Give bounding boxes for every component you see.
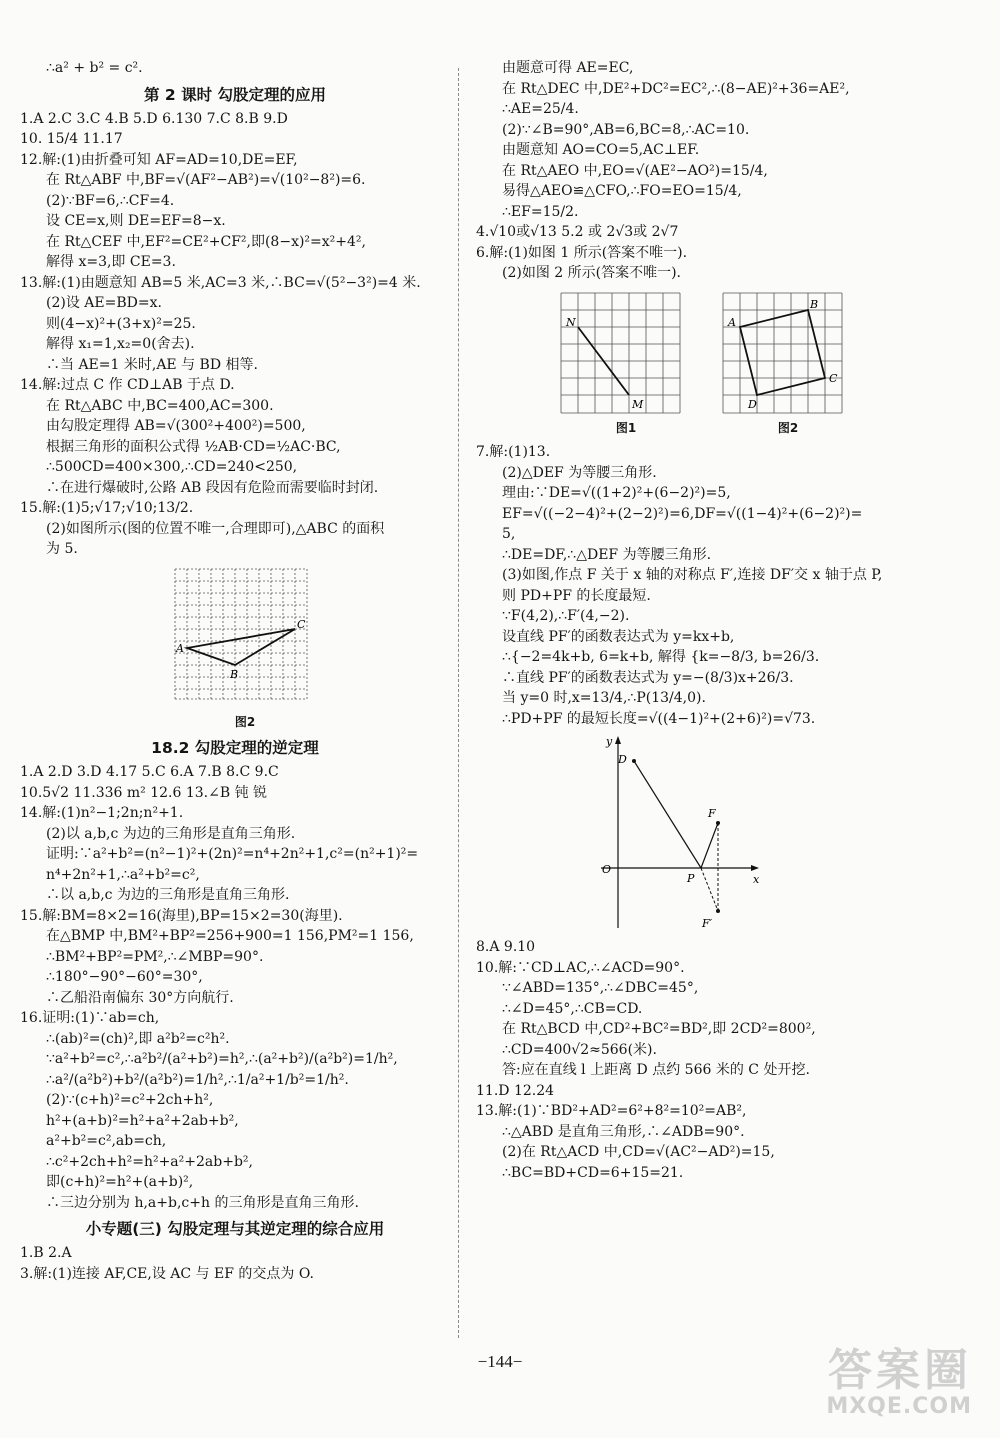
- label-c: C: [829, 371, 838, 385]
- label-a: A: [176, 641, 184, 655]
- answer-line: 5,: [502, 526, 516, 542]
- label-d: D: [748, 397, 757, 411]
- answer-line: 16.证明:(1)∵ab=ch,: [20, 1010, 160, 1026]
- answer-line: 解得 x₁=1,x₂=0(舍去).: [46, 336, 195, 352]
- answer-line: 设 CE=x,则 DE=EF=8−x.: [46, 213, 226, 229]
- watermark-text: 答案圈: [828, 1345, 972, 1396]
- answer-line: 3.解:(1)连接 AF,CE,设 AC 与 EF 的交点为 O.: [20, 1265, 314, 1282]
- answer-line: 7.解:(1)13.: [476, 444, 551, 460]
- figure-2-caption: 图2: [777, 420, 799, 435]
- label-b: B: [230, 667, 239, 681]
- point-f-label: F: [708, 807, 716, 820]
- section-heading: 18.2 勾股定理的逆定理: [151, 739, 319, 757]
- label-m: M: [632, 397, 644, 411]
- watermark-url: MXQE.COM: [826, 1394, 972, 1419]
- answer-line: ∴(ab)²=(ch)²,即 a²b²=c²h².: [46, 1030, 230, 1047]
- x-axis-label: x: [753, 873, 760, 886]
- answer-line: (2)以 a,b,c 为边的三角形是直角三角形.: [46, 825, 296, 842]
- section-heading: 小专题(三) 勾股定理与其逆定理的综合应用: [85, 1220, 385, 1238]
- answer-line: ∴乙船沿南偏东 30°方向航行.: [46, 989, 234, 1006]
- answer-line: ∴AE=25/4.: [502, 101, 579, 117]
- left-text-block-2: [20, 738, 450, 1284]
- grid-figure-triangle-abc: [170, 564, 450, 733]
- label-b: B: [810, 297, 819, 311]
- answer-line: 易得△AEO≌△CFO,∴FO=EO=15/4,: [502, 183, 742, 199]
- answer-line: 13.解:(1)∵BD²+AD²=6²+8²=10²=AB²,: [476, 1103, 747, 1119]
- answer-line: (2)∵BF=6,∴CF=4.: [46, 192, 175, 209]
- coordinate-figure: [596, 733, 976, 933]
- answer-line: ∵a²+b²=c²,∴a²b²/(a²+b²)=h²,∴(a²+b²)/(a²b²)=1/h²,: [46, 1051, 398, 1067]
- right-text-block-1: [476, 58, 976, 284]
- answer-line: 在 Rt△DEC 中,DE²+DC²=EC²,∴(8−AE)²+36=AE²,: [502, 80, 850, 97]
- answer-line: ∴180°−90°−60°=30°,: [46, 969, 203, 985]
- answer-line: 证明:∵a²+b²=(n²−1)²+(2n)²=n⁴+2n²+1,c²=(n²+1)²=: [46, 846, 419, 862]
- answer-line: 则 PD+PF 的长度最短.: [502, 587, 651, 604]
- answer-line: (2)设 AE=BD=x.: [46, 295, 162, 311]
- answer-line: 由勾股定理得 AB=√(300²+400²)=500,: [46, 418, 306, 434]
- answer-line: 为 5.: [46, 541, 78, 557]
- answer-line: (2)△DEF 为等腰三角形.: [502, 464, 657, 481]
- answer-line: ∴PD+PF 的最短长度=√((4−1)²+(2+6)²)=√73.: [502, 710, 816, 727]
- answer-line: ∴DE=DF,∴△DEF 为等腰三角形.: [502, 546, 712, 563]
- column-divider: [458, 68, 459, 1338]
- answer-line: ∴BM²+BP²=PM²,∴∠MBP=90°.: [46, 948, 264, 965]
- answer-line: 在 Rt△AEO 中,EO=√(AE²−AO²)=15/4,: [502, 162, 768, 179]
- grid-figure-2: [718, 288, 858, 439]
- answer-line: 即(c+h)²=h²+(a+b)²,: [46, 1174, 194, 1190]
- answer-line: 答:应在直线 l 上距离 D 点约 566 米的 C 处开挖.: [502, 1062, 810, 1078]
- answer-line: 则(4−x)²+(3+x)²=25.: [46, 315, 196, 332]
- answer-line: 当 y=0 时,x=13/4,∴P(13/4,0).: [502, 690, 706, 706]
- answer-line: (3)如图,作点 F 关于 x 轴的对称点 F′,连接 DF′交 x 轴于点 P,: [502, 567, 883, 583]
- answer-line: 10.5√2 11.336 m² 12.6 13.∠B 钝 锐: [20, 784, 268, 801]
- origin-label: O: [602, 863, 612, 876]
- answer-line: 11.D 12.24: [476, 1082, 555, 1099]
- answer-line: ∴当 AE=1 米时,AE 与 BD 相等.: [46, 356, 258, 373]
- answer-line: 1.B 2.A: [20, 1245, 72, 1261]
- answer-line: 15.解:(1)5;√17;√10;13/2.: [20, 500, 194, 516]
- answer-line: ∴BC=BD+CD=6+15=21.: [502, 1164, 684, 1181]
- answer-line: ∴在进行爆破时,公路 AB 段因有危险而需要临时封闭.: [46, 479, 379, 496]
- answer-line: 12.解:(1)由折叠可知 AF=AD=10,DE=EF,: [20, 151, 298, 168]
- point-d-label: D: [618, 753, 627, 766]
- point-f-prime-label: F′: [702, 917, 713, 930]
- right-text-block-3: [476, 937, 976, 1183]
- answer-line: 解得 x=3,即 CE=3.: [46, 254, 176, 270]
- answer-line: ∴a²/(a²b²)+b²/(a²b²)=1/h²,∴1/a²+1/b²=1/h².: [46, 1071, 349, 1088]
- figure-caption: 图2: [234, 714, 256, 729]
- answer-line: a²+b²=c²,ab=ch,: [46, 1133, 167, 1149]
- answer-line: ∴EF=15/2.: [502, 203, 579, 220]
- answer-line: 在 Rt△BCD 中,CD²+BC²=BD²,即 2CD²=800²,: [502, 1021, 816, 1037]
- answer-line: ∴a² + b² = c².: [46, 60, 143, 76]
- left-text-block-1: [20, 58, 450, 560]
- answer-line: (2)∵(c+h)²=c²+2ch+h²,: [46, 1092, 214, 1108]
- answer-line: 由题意可得 AE=EC,: [502, 60, 634, 76]
- left-column: [20, 58, 450, 1284]
- answer-line: 在 Rt△CEF 中,EF²=CE²+CF²,即(8−x)²=x²+4²,: [46, 233, 366, 250]
- answer-line: 在 Rt△ABC 中,BC=400,AC=300.: [46, 397, 274, 414]
- answer-line: ∴以 a,b,c 为边的三角形是直角三角形.: [46, 887, 290, 903]
- answer-line: ∴c²+2ch+h²=h²+a²+2ab+b²,: [46, 1153, 253, 1170]
- answer-line: n⁴+2n²+1,∴a²+b²=c²,: [46, 866, 200, 883]
- right-column: [476, 58, 976, 1183]
- answer-line: 8.A 9.10: [476, 939, 536, 955]
- answer-line: ∴△ABD 是直角三角形,∴∠ADB=90°.: [502, 1123, 745, 1140]
- answer-line: ∴三边分别为 h,a+b,c+h 的三角形是直角三角形.: [46, 1194, 359, 1211]
- section-heading: 第 2 课时 勾股定理的应用: [144, 85, 326, 104]
- label-a: A: [728, 315, 736, 329]
- label-c: C: [297, 617, 306, 631]
- point-p-label: P: [687, 872, 695, 885]
- answer-line: ∵∠ABD=135°,∴∠DBC=45°,: [502, 980, 699, 996]
- answer-line: 在 Rt△ABF 中,BF=√(AF²−AB²)=√(10²−8²)=6.: [46, 172, 366, 188]
- answer-line: 在△BMP 中,BM²+BP²=256+900=1 156,PM²=1 156,: [46, 928, 414, 944]
- answer-line: 15.解:BM=8×2=16(海里),BP=15×2=30(海里).: [20, 907, 343, 924]
- answer-line: 4.√10或√13 5.2 或 2√3或 2√7: [476, 224, 679, 240]
- answer-line: 14.解:过点 C 作 CD⊥AB 于点 D.: [20, 377, 235, 393]
- right-text-block-2: [476, 442, 976, 729]
- answer-line: 1.A 2.D 3.D 4.17 5.C 6.A 7.B 8.C 9.C: [20, 764, 279, 780]
- grid-figure-1: [556, 288, 696, 439]
- answer-line: 6.解:(1)如图 1 所示(答案不唯一).: [476, 244, 688, 261]
- answer-line: ∴直线 PF′的函数表达式为 y=−(8/3)x+26/3.: [502, 669, 794, 686]
- answer-line: ∴∠D=45°,∴CB=CD.: [502, 1000, 643, 1017]
- answer-line: 设直线 PF′的函数表达式为 y=kx+b,: [502, 628, 735, 645]
- answer-line: ∴{−2=4k+b, 6=k+b, 解得 {k=−8/3, b=26/3.: [502, 649, 820, 665]
- answer-line: (2)在 Rt△ACD 中,CD=√(AC²−AD²)=15,: [502, 1144, 775, 1160]
- answer-line: ∴500CD=400×300,∴CD=240<250,: [46, 459, 298, 475]
- answer-line: ∴CD=400√2≈566(米).: [502, 1041, 657, 1058]
- figure-1-caption: 图1: [615, 420, 637, 435]
- answer-line: 14.解:(1)n²−1;2n;n²+1.: [20, 805, 184, 821]
- answer-line: h²+(a+b)²=h²+a²+2ab+b²,: [46, 1112, 239, 1129]
- answer-line: 由题意知 AO=CO=5,AC⊥EF.: [502, 142, 700, 158]
- y-axis-label: y: [606, 735, 613, 748]
- answer-line: EF=√((−2−4)²+(2−2)²)=6,DF=√((1−4)²+(6−2)²)=: [502, 505, 863, 522]
- answer-line: (2)如图所示(图的位置不唯一,合理即可),△ABC 的面积: [46, 520, 385, 537]
- answer-line: 13.解:(1)由题意知 AB=5 米,AC=3 米,∴BC=√(5²−3²)=4 米.: [20, 274, 421, 291]
- grid-figures-row: [556, 288, 976, 439]
- answer-line: (2)如图 2 所示(答案不唯一).: [502, 265, 682, 281]
- answer-line: 10.解:∵CD⊥AC,∴∠ACD=90°.: [476, 959, 685, 976]
- page-number: −144−: [477, 1352, 523, 1371]
- watermark-logo: [772, 1345, 972, 1428]
- answer-line: ∵F(4,2),∴F′(4,−2).: [502, 608, 630, 624]
- answer-line: (2)∵∠B=90°,AB=6,BC=8,∴AC=10.: [502, 121, 750, 138]
- answer-line: 根据三角形的面积公式得 ½AB·CD=½AC·BC,: [46, 438, 341, 455]
- answer-line: 10. 15/4 11.17: [20, 131, 123, 147]
- answer-line: 1.A 2.C 3.C 4.B 5.D 6.130 7.C 8.B 9.D: [20, 110, 288, 127]
- answer-line: 理由:∵DE=√((1+2)²+(6−2)²)=5,: [502, 485, 731, 501]
- label-n: N: [566, 315, 576, 329]
